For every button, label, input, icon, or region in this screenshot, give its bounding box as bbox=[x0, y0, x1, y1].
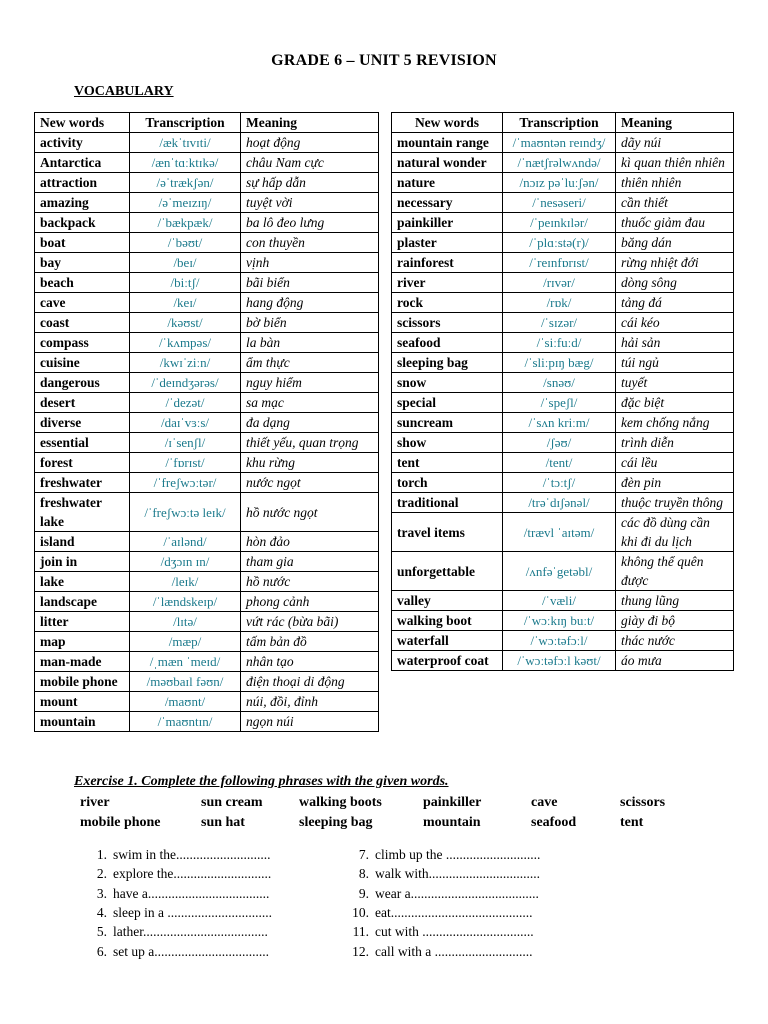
vocab-transcription: /ˈsɪzər/ bbox=[503, 313, 616, 333]
exercise-item bbox=[85, 905, 272, 921]
exercise-item-text: climb up the ............................ bbox=[375, 847, 541, 862]
exercise-item-text: explore the............................. bbox=[113, 866, 272, 882]
vocab-meaning: hoạt động bbox=[241, 133, 379, 153]
header-transcription: Transcription bbox=[503, 113, 616, 133]
vocab-word: torch bbox=[392, 473, 503, 493]
table-row bbox=[35, 672, 379, 692]
vocab-meaning: trình diễn bbox=[616, 433, 734, 453]
vocab-word: litter bbox=[35, 612, 130, 632]
table-row bbox=[392, 453, 734, 473]
vocab-transcription: /ɪˈsenʃl/ bbox=[130, 433, 241, 453]
vocab-meaning: giày đi bộ bbox=[616, 611, 734, 631]
vocab-word: man-made bbox=[35, 652, 130, 672]
vocabulary-table-left bbox=[34, 112, 379, 732]
exercise-item-text: wear a...................................... bbox=[375, 885, 539, 901]
header-new-words: New words bbox=[392, 113, 503, 133]
exercise-item-text: sleep in a ............................... bbox=[113, 904, 272, 920]
vocab-meaning: vứt rác (bừa bãi) bbox=[241, 612, 379, 632]
vocab-meaning: cái kéo bbox=[616, 313, 734, 333]
header-meaning: Meaning bbox=[616, 113, 734, 133]
vocab-word: natural wonder bbox=[392, 153, 503, 173]
exercise-item bbox=[347, 924, 534, 940]
table-row bbox=[35, 313, 379, 333]
vocab-meaning: đặc biệt bbox=[616, 393, 734, 413]
table-row bbox=[392, 293, 734, 313]
vocab-word: river bbox=[392, 273, 503, 293]
table-row bbox=[35, 213, 379, 233]
vocab-word: mount bbox=[35, 692, 130, 712]
vocab-transcription: /əˈtrækʃən/ bbox=[130, 173, 241, 193]
vocab-meaning: dãy núi bbox=[616, 133, 734, 153]
table-row bbox=[35, 153, 379, 173]
vocab-transcription: /ˈpeɪnkɪlər/ bbox=[503, 213, 616, 233]
vocab-word: compass bbox=[35, 333, 130, 353]
vocab-meaning: thung lũng bbox=[616, 591, 734, 611]
table-row bbox=[392, 591, 734, 611]
exercise-item bbox=[347, 847, 540, 863]
table-row bbox=[35, 632, 379, 652]
vocab-transcription: /ˈsʌn kriːm/ bbox=[503, 413, 616, 433]
exercise-item-text: walk with................................. bbox=[375, 866, 540, 882]
vocab-meaning: bờ biển bbox=[241, 313, 379, 333]
table-row bbox=[35, 712, 379, 732]
table-header-row bbox=[35, 113, 379, 133]
table-row bbox=[392, 433, 734, 453]
word-bank-item: painkiller bbox=[423, 795, 482, 810]
exercise-item-text: eat.......................................... bbox=[375, 904, 533, 920]
vocab-meaning: tấm bản đồ bbox=[241, 632, 379, 652]
vocab-transcription: /mæp/ bbox=[130, 632, 241, 652]
vocab-word: join in bbox=[35, 552, 130, 572]
vocab-transcription: /maʊnt/ bbox=[130, 692, 241, 712]
table-row bbox=[35, 612, 379, 632]
vocab-transcription: /ˈdezət/ bbox=[130, 393, 241, 413]
table-row bbox=[392, 213, 734, 233]
vocab-meaning: thiết yếu, quan trọng bbox=[241, 433, 379, 453]
vocab-transcription: /snəʊ/ bbox=[503, 373, 616, 393]
vocab-word: special bbox=[392, 393, 503, 413]
vocab-word: amazing bbox=[35, 193, 130, 213]
vocab-meaning: nguy hiểm bbox=[241, 373, 379, 393]
vocab-word: walking boot bbox=[392, 611, 503, 631]
vocab-meaning: hải sản bbox=[616, 333, 734, 353]
vocab-word: bay bbox=[35, 253, 130, 273]
exercise-item-number: 9. bbox=[358, 885, 369, 901]
vocab-transcription: /ˈspeʃl/ bbox=[503, 393, 616, 413]
vocab-transcription: /daɪˈvɜːs/ bbox=[130, 413, 241, 433]
vocab-transcription: /ˈmaʊntɪn/ bbox=[130, 712, 241, 732]
table-row bbox=[35, 552, 379, 572]
vocab-meaning: tảng đá bbox=[616, 293, 734, 313]
vocab-meaning: hòn đảo bbox=[241, 532, 379, 552]
exercise-item bbox=[85, 924, 268, 940]
vocab-word: rock bbox=[392, 293, 503, 313]
vocab-meaning: nước ngọt bbox=[241, 473, 379, 493]
vocab-word: scissors bbox=[392, 313, 503, 333]
vocab-transcription: /lɪtə/ bbox=[130, 612, 241, 632]
header-transcription: Transcription bbox=[130, 113, 241, 133]
vocab-word: cave bbox=[35, 293, 130, 313]
exercise-item-number: 10. bbox=[352, 904, 369, 920]
vocab-transcription: /kwɪˈziːn/ bbox=[130, 353, 241, 373]
vocab-word: mobile phone bbox=[35, 672, 130, 692]
exercise-item-text: call with a ............................. bbox=[375, 943, 533, 959]
table-row bbox=[392, 173, 734, 193]
vocab-transcription: /dʒɔɪn ɪn/ bbox=[130, 552, 241, 572]
vocab-transcription: /ˈkʌmpəs/ bbox=[130, 333, 241, 353]
exercise-item bbox=[347, 944, 532, 960]
vocab-transcription: /ˈreɪnfɒrɪst/ bbox=[503, 253, 616, 273]
vocab-transcription: /keɪ/ bbox=[130, 293, 241, 313]
vocab-transcription: /rɒk/ bbox=[503, 293, 616, 313]
exercise-item-number: 3. bbox=[96, 885, 107, 901]
table-row bbox=[35, 193, 379, 213]
vocab-meaning: con thuyền bbox=[241, 233, 379, 253]
vocab-meaning: điện thoại di động bbox=[241, 672, 379, 692]
word-bank-item: mobile phone bbox=[80, 815, 161, 830]
vocab-meaning: tuyết bbox=[616, 373, 734, 393]
vocab-meaning: sa mạc bbox=[241, 393, 379, 413]
vocab-meaning: rừng nhiệt đới bbox=[616, 253, 734, 273]
table-row bbox=[35, 173, 379, 193]
vocab-transcription: /məʊbaɪl fəʊn/ bbox=[130, 672, 241, 692]
table-row bbox=[35, 353, 379, 373]
vocab-word: rainforest bbox=[392, 253, 503, 273]
vocab-word: necessary bbox=[392, 193, 503, 213]
vocab-meaning: phong cảnh bbox=[241, 592, 379, 612]
table-row bbox=[35, 453, 379, 473]
exercise-item-number: 6. bbox=[96, 943, 107, 959]
vocab-word: travel items bbox=[392, 513, 503, 552]
vocab-transcription: /ˈmaʊntən reɪndʒ/ bbox=[503, 133, 616, 153]
vocab-transcription: /ækˈtɪvɪti/ bbox=[130, 133, 241, 153]
table-row bbox=[392, 313, 734, 333]
vocabulary-table-right bbox=[391, 112, 734, 671]
table-row bbox=[35, 433, 379, 453]
vocab-meaning: hồ nước bbox=[241, 572, 379, 592]
exercise-item bbox=[85, 944, 269, 960]
vocab-word: sleeping bag bbox=[392, 353, 503, 373]
vocab-meaning: kem chống nắng bbox=[616, 413, 734, 433]
vocab-word: forest bbox=[35, 453, 130, 473]
vocab-word: diverse bbox=[35, 413, 130, 433]
vocab-word: Antarctica bbox=[35, 153, 130, 173]
word-bank-item: river bbox=[80, 795, 110, 810]
word-bank-item: tent bbox=[620, 815, 644, 830]
exercise-item-text: swim in the............................ bbox=[113, 847, 271, 862]
vocab-meaning: tuyệt vời bbox=[241, 193, 379, 213]
table-row bbox=[35, 493, 379, 532]
vocab-meaning: khu rừng bbox=[241, 453, 379, 473]
table-row bbox=[392, 651, 734, 671]
exercise-item-number: 5. bbox=[96, 924, 107, 940]
vocab-word: valley bbox=[392, 591, 503, 611]
vocab-transcription: /ˈaɪlənd/ bbox=[130, 532, 241, 552]
vocab-word: beach bbox=[35, 273, 130, 293]
vocab-word: unforgettable bbox=[392, 552, 503, 591]
exercise-item bbox=[85, 886, 269, 902]
vocab-meaning: nhân tạo bbox=[241, 652, 379, 672]
exercise-item-text: cut with ................................. bbox=[375, 924, 534, 940]
vocab-transcription: /rɪvər/ bbox=[503, 273, 616, 293]
word-bank-item: sun hat bbox=[201, 815, 245, 830]
vocab-word: landscape bbox=[35, 592, 130, 612]
vocab-word: backpack bbox=[35, 213, 130, 233]
exercise-item bbox=[347, 886, 539, 902]
section-heading-vocabulary: VOCABULARY bbox=[74, 84, 174, 99]
table-row bbox=[35, 273, 379, 293]
vocab-word: freshwater lake bbox=[35, 493, 130, 532]
vocab-transcription: /ˈbəʊt/ bbox=[130, 233, 241, 253]
exercise-item bbox=[347, 866, 540, 882]
table-row bbox=[35, 293, 379, 313]
vocab-word: essential bbox=[35, 433, 130, 453]
table-row bbox=[392, 353, 734, 373]
table-row bbox=[392, 631, 734, 651]
vocab-transcription: /ˈvæli/ bbox=[503, 591, 616, 611]
table-row bbox=[392, 413, 734, 433]
vocab-transcription: /trəˈdɪʃənəl/ bbox=[503, 493, 616, 513]
vocab-meaning: thác nước bbox=[616, 631, 734, 651]
vocab-transcription: /ˈdeɪndʒərəs/ bbox=[130, 373, 241, 393]
table-row bbox=[35, 592, 379, 612]
vocab-word: freshwater bbox=[35, 473, 130, 493]
word-bank-item: mountain bbox=[423, 815, 481, 830]
table-row bbox=[35, 133, 379, 153]
vocab-word: cuisine bbox=[35, 353, 130, 373]
vocab-meaning: các đồ dùng cần khi đi du lịch bbox=[616, 513, 734, 552]
vocab-meaning: dòng sông bbox=[616, 273, 734, 293]
vocab-word: seafood bbox=[392, 333, 503, 353]
table-row bbox=[392, 611, 734, 631]
vocab-meaning: thiên nhiên bbox=[616, 173, 734, 193]
table-row bbox=[392, 373, 734, 393]
vocab-word: plaster bbox=[392, 233, 503, 253]
vocab-meaning: châu Nam cực bbox=[241, 153, 379, 173]
table-row bbox=[35, 473, 379, 493]
vocab-word: nature bbox=[392, 173, 503, 193]
table-row bbox=[35, 652, 379, 672]
vocab-meaning: núi, đồi, đỉnh bbox=[241, 692, 379, 712]
table-row bbox=[392, 393, 734, 413]
vocab-word: activity bbox=[35, 133, 130, 153]
vocab-transcription: /ˈsiːfuːd/ bbox=[503, 333, 616, 353]
vocab-meaning: vịnh bbox=[241, 253, 379, 273]
table-row bbox=[392, 513, 734, 552]
vocab-word: suncream bbox=[392, 413, 503, 433]
vocab-meaning: không thể quên được bbox=[616, 552, 734, 591]
vocab-transcription: /ˈnesəseri/ bbox=[503, 193, 616, 213]
vocab-word: attraction bbox=[35, 173, 130, 193]
vocab-meaning: sự hấp dẫn bbox=[241, 173, 379, 193]
table-row bbox=[392, 333, 734, 353]
vocab-word: island bbox=[35, 532, 130, 552]
vocab-transcription: /ˌmæn ˈmeɪd/ bbox=[130, 652, 241, 672]
vocab-meaning: áo mưa bbox=[616, 651, 734, 671]
vocab-meaning: tham gia bbox=[241, 552, 379, 572]
vocab-meaning: hồ nước ngọt bbox=[241, 493, 379, 532]
vocab-word: mountain bbox=[35, 712, 130, 732]
vocab-transcription: /tent/ bbox=[503, 453, 616, 473]
vocab-transcription: /ˈbækpæk/ bbox=[130, 213, 241, 233]
word-bank-item: walking boots bbox=[299, 795, 382, 810]
table-header-row bbox=[392, 113, 734, 133]
table-row bbox=[392, 193, 734, 213]
vocab-transcription: /ʃəʊ/ bbox=[503, 433, 616, 453]
word-bank-item: cave bbox=[531, 795, 558, 810]
vocab-transcription: /ˈwɔːtəfɔːl kəʊt/ bbox=[503, 651, 616, 671]
table-row bbox=[35, 692, 379, 712]
vocab-meaning: ngọn núi bbox=[241, 712, 379, 732]
exercise-item-text: set up a.................................. bbox=[113, 943, 269, 959]
exercise-item bbox=[347, 905, 533, 921]
table-row bbox=[392, 233, 734, 253]
exercise-title: Exercise 1. Complete the following phrases with the given words. bbox=[74, 774, 449, 789]
vocab-transcription: /nɔɪz pəˈluːʃən/ bbox=[503, 173, 616, 193]
vocab-transcription: /əˈmeɪzɪŋ/ bbox=[130, 193, 241, 213]
exercise-item-number: 8. bbox=[358, 866, 369, 882]
vocab-transcription: /ˈsliːpɪŋ bæg/ bbox=[503, 353, 616, 373]
header-new-words: New words bbox=[35, 113, 130, 133]
exercise-item-number: 12. bbox=[352, 943, 369, 959]
table-row bbox=[35, 333, 379, 353]
vocab-meaning: đèn pin bbox=[616, 473, 734, 493]
vocab-word: painkiller bbox=[392, 213, 503, 233]
vocab-transcription: /ˈwɔːtəfɔːl/ bbox=[503, 631, 616, 651]
vocab-word: waterfall bbox=[392, 631, 503, 651]
vocab-meaning: ẩm thực bbox=[241, 353, 379, 373]
exercise-item-number: 11. bbox=[352, 924, 369, 940]
vocab-word: waterproof coat bbox=[392, 651, 503, 671]
word-bank-item: scissors bbox=[620, 795, 666, 810]
vocab-transcription: /ˈfreʃwɔːtər/ bbox=[130, 473, 241, 493]
exercise-item-text: lather..................................... bbox=[113, 924, 268, 940]
table-row bbox=[392, 133, 734, 153]
vocab-transcription: /ˈfreʃwɔːtə leɪk/ bbox=[130, 493, 241, 532]
vocab-transcription: /leɪk/ bbox=[130, 572, 241, 592]
exercise-item-text: have a.................................... bbox=[113, 885, 270, 901]
vocab-meaning: la bàn bbox=[241, 333, 379, 353]
vocab-meaning: bãi biển bbox=[241, 273, 379, 293]
vocab-word: dangerous bbox=[35, 373, 130, 393]
vocab-transcription: /ˈlændskeɪp/ bbox=[130, 592, 241, 612]
vocab-transcription: /beɪ/ bbox=[130, 253, 241, 273]
vocab-word: boat bbox=[35, 233, 130, 253]
vocab-word: mountain range bbox=[392, 133, 503, 153]
table-row bbox=[35, 532, 379, 552]
table-row bbox=[35, 373, 379, 393]
vocab-word: lake bbox=[35, 572, 130, 592]
vocab-meaning: thuộc truyền thông bbox=[616, 493, 734, 513]
word-bank-item: sun cream bbox=[201, 795, 263, 810]
table-row bbox=[392, 473, 734, 493]
vocab-meaning: cần thiết bbox=[616, 193, 734, 213]
table-row bbox=[392, 552, 734, 591]
vocab-meaning: thuốc giảm đau bbox=[616, 213, 734, 233]
vocab-transcription: /ænˈtɑːktɪkə/ bbox=[130, 153, 241, 173]
vocab-transcription: /ʌnfəˈgetəbl/ bbox=[503, 552, 616, 591]
table-row bbox=[35, 413, 379, 433]
vocab-meaning: cái lều bbox=[616, 453, 734, 473]
table-row bbox=[35, 393, 379, 413]
exercise-item bbox=[85, 866, 271, 882]
vocab-meaning: túi ngủ bbox=[616, 353, 734, 373]
exercise-item-number: 1. bbox=[96, 847, 107, 862]
vocab-word: show bbox=[392, 433, 503, 453]
vocab-word: snow bbox=[392, 373, 503, 393]
exercise-item-number: 7. bbox=[358, 847, 369, 862]
vocab-word: coast bbox=[35, 313, 130, 333]
table-row bbox=[35, 572, 379, 592]
vocab-meaning: ba lô đeo lưng bbox=[241, 213, 379, 233]
vocab-word: traditional bbox=[392, 493, 503, 513]
vocab-transcription: /trævl ˈaɪtəm/ bbox=[503, 513, 616, 552]
vocab-transcription: /kəʊst/ bbox=[130, 313, 241, 333]
table-row bbox=[392, 273, 734, 293]
vocab-transcription: /ˈtɔːtʃ/ bbox=[503, 473, 616, 493]
exercise-item-number: 4. bbox=[96, 904, 107, 920]
vocab-transcription: /ˈwɔːkɪŋ buːt/ bbox=[503, 611, 616, 631]
exercise-item bbox=[85, 847, 271, 863]
vocab-word: desert bbox=[35, 393, 130, 413]
vocab-word: tent bbox=[392, 453, 503, 473]
vocab-meaning: hang động bbox=[241, 293, 379, 313]
vocab-meaning: kì quan thiên nhiên bbox=[616, 153, 734, 173]
table-row bbox=[35, 253, 379, 273]
vocab-word: map bbox=[35, 632, 130, 652]
word-bank-item: seafood bbox=[531, 815, 577, 830]
table-row bbox=[392, 253, 734, 273]
table-row bbox=[392, 153, 734, 173]
vocab-transcription: /ˈnætʃrəlwʌndə/ bbox=[503, 153, 616, 173]
vocab-transcription: /ˈfɒrɪst/ bbox=[130, 453, 241, 473]
vocab-transcription: /biːtʃ/ bbox=[130, 273, 241, 293]
word-bank-item: sleeping bag bbox=[299, 815, 373, 830]
table-row bbox=[35, 233, 379, 253]
vocab-meaning: đa dạng bbox=[241, 413, 379, 433]
header-meaning: Meaning bbox=[241, 113, 379, 133]
vocab-meaning: băng dán bbox=[616, 233, 734, 253]
page-title: GRADE 6 – UNIT 5 REVISION bbox=[271, 52, 497, 69]
vocab-transcription: /ˈplɑːstə(r)/ bbox=[503, 233, 616, 253]
table-row bbox=[392, 493, 734, 513]
exercise-item-number: 2. bbox=[96, 866, 107, 882]
